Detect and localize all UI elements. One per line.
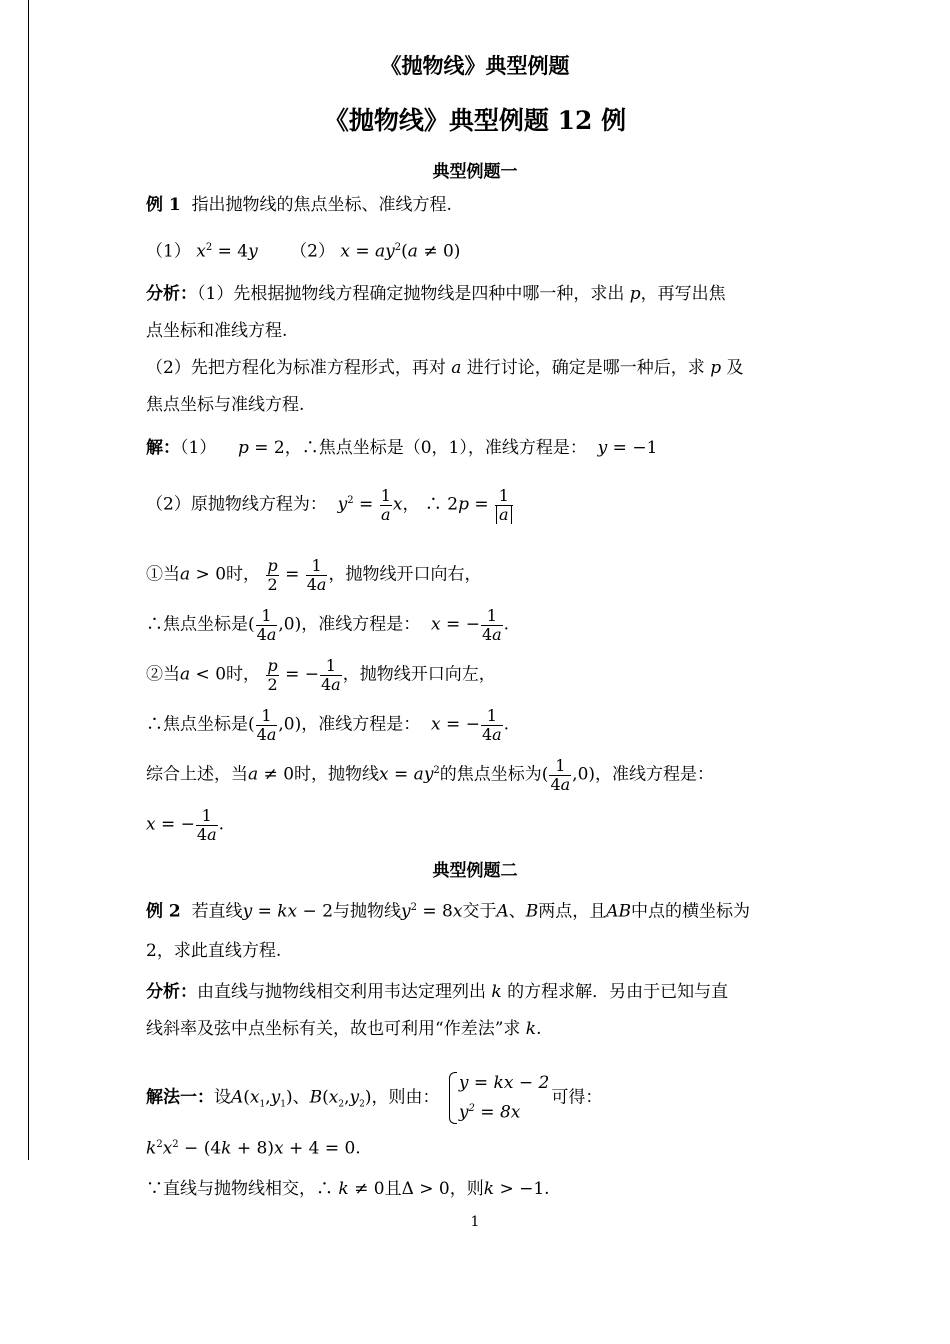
analysis-1-line-4: 焦点坐标与准线方程. <box>146 395 305 415</box>
example-2-statement: 例 2 若直线y = kx − 2与抛物线$y^2 = 8x$交于A、B两点，且AB中点的横坐标为 <box>146 901 751 922</box>
case-negative: ②当a < 0时， $\frac{p}{2}$ = − $\frac{1}{4a}$ ，抛物线开口向左， <box>146 656 496 694</box>
case-positive: ①当a > 0时， $\frac{p}{2}$ = $\frac{1}{4a}$ ，抛物线开口向右， <box>146 556 482 594</box>
analysis-label: 分析： <box>146 284 197 304</box>
summary-directrix: x = − $\frac{1}{4a}$ . <box>146 806 225 844</box>
focus-negative: ∴焦点坐标是( $\frac{1}{4a}$ ,0)，准线方程是： x = − $\frac{1}{4a}$ . <box>146 706 510 744</box>
intersection-condition: ∵直线与抛物线相交，∴ k ≠ 0且Δ > 0，则k > −1. <box>146 1179 550 1199</box>
summary-line: 综合上述，当a ≠ 0时，抛物线$x = ay^2$的焦点坐标为( $\frac{1}{4a}$ ,0)，准线方程是： <box>146 756 715 794</box>
solution-1-part-1: 解：（1） p = 2，∴焦点坐标是（0，1），准线方程是： y = −1 <box>146 438 658 458</box>
analysis-label: 分析： <box>146 982 197 1002</box>
document-title: 《抛物线》典型例题 12 例 <box>323 106 627 135</box>
page-heading: 《抛物线》典型例题 <box>380 53 570 78</box>
analysis-1-line-1: 分析：（1）先根据抛物线方程确定抛物线是四种中哪一种，求出 p，再写出焦 <box>146 284 726 304</box>
example-2-line-2: 2，求此直线方程. <box>146 941 282 961</box>
analysis-2-line-1: 分析：由直线与抛物线相交利用韦达定理列出 k 的方程求解．另由于已知与直 <box>146 982 729 1002</box>
quadratic-equation: $k^2x^2 - (4k + 8)x + 4 = 0$. <box>146 1138 361 1159</box>
analysis-1-line-3: （2）先把方程化为标准方程形式，再对 a 进行讨论，确定是哪一种后，求 p 及 <box>146 358 744 378</box>
analysis-1-line-2: 点坐标和准线方程. <box>146 321 288 341</box>
example-label: 例 1 <box>146 195 181 215</box>
example-text: 指出抛物线的焦点坐标、准线方程. <box>191 195 452 215</box>
example-1-statement <box>146 194 452 216</box>
method-1-line: 解法一：设$A(x_1,y_1)$、$B(x_2,y_2)$，则由： y = kx − 2 $y^2 = 8x$ 可得： <box>146 1070 602 1126</box>
solution-label: 解： <box>146 438 180 458</box>
example-1-parts: （1） $x^2 = 4y$ （2） $x = ay^2(a \ne 0)$ <box>146 241 461 262</box>
method-label: 解法一： <box>146 1087 214 1108</box>
focus-positive: ∴焦点坐标是( $\frac{1}{4a}$ ,0)，准线方程是： x = − $\frac{1}{4a}$ . <box>146 606 510 644</box>
section-title-1: 典型例题一 <box>432 162 518 182</box>
equation-system: y = kx − 2 $y^2 = 8x$ <box>447 1070 549 1126</box>
example-label: 例 2 <box>146 901 181 922</box>
part-label-2: （2） <box>290 241 335 262</box>
part-label-1: （1） <box>146 241 191 262</box>
page-number: 1 <box>470 1214 480 1230</box>
section-title-2: 典型例题二 <box>432 861 518 881</box>
solution-1-part-2: （2）原抛物线方程为： $y^2$ = $\frac{1}{a}$ x， ∴ 2p = $\frac{1}{a}$ <box>146 487 514 523</box>
analysis-2-line-2: 线斜率及弦中点坐标有关，故也可利用“作差法”求 k. <box>146 1019 542 1039</box>
